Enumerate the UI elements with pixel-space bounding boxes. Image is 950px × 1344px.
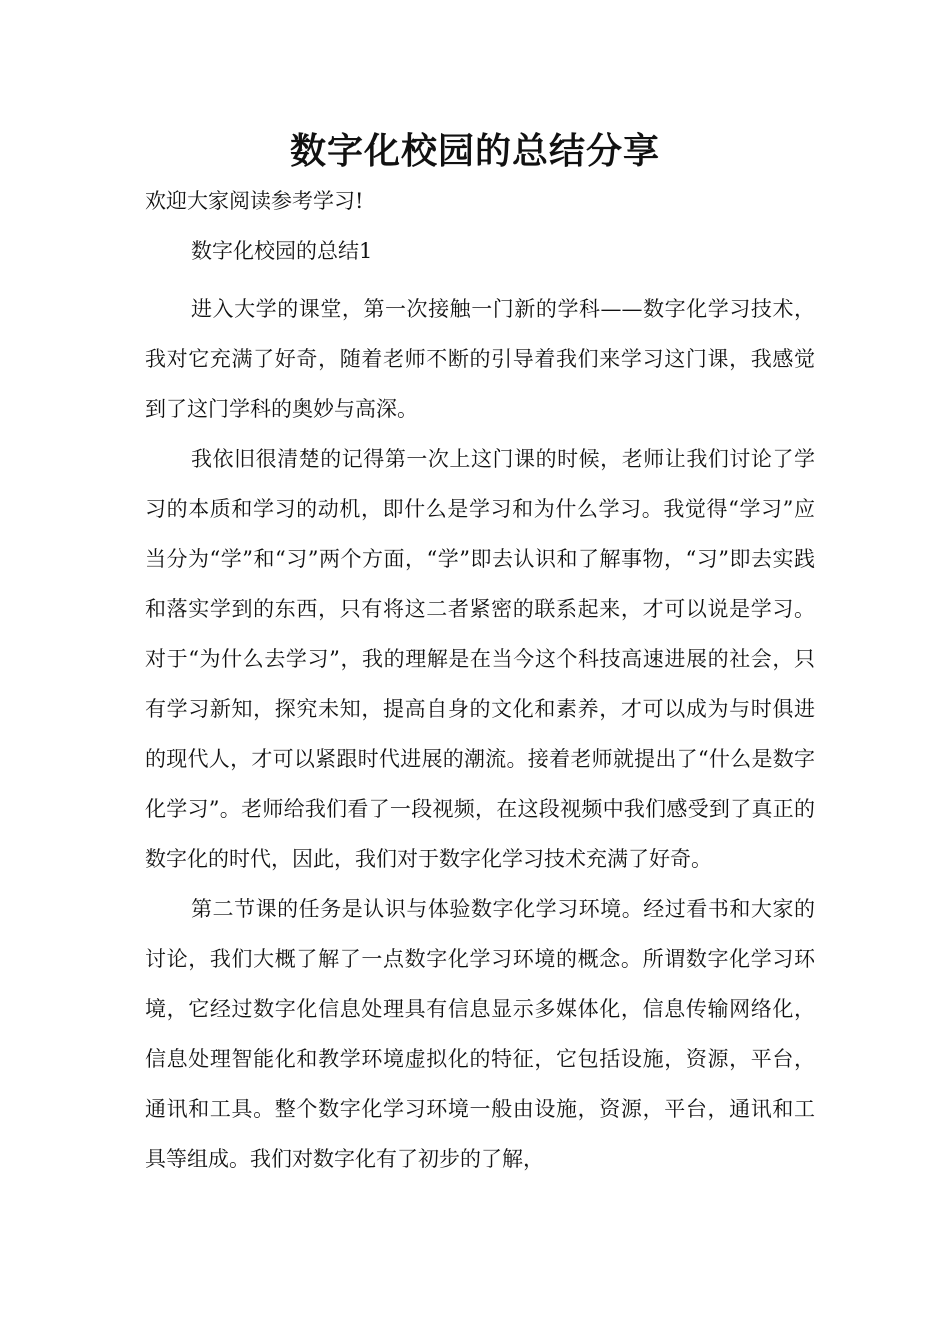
intro-line: 欢迎大家阅读参考学习! (145, 189, 364, 213)
document-title: 数字化校园的总结分享 (289, 131, 660, 172)
paragraph-2: 我依旧很清楚的记得第一次上这门课的时候，老师让我们讨论了学习的本质和学习的动机，即什么是学习和为什么学习。我觉得“学习”应当分为“学”和“习”两个方面，“学”即去认识和了解事物，“习”即去实践和落实学到的东西，只有将这二者紧密的联系起来，才可以说是学习。对于“为什么去学习”，我的理解是在当今这个科技高速进展的社会，只有学习新知，探究未知，提高自身的文化和素养，才可以成为与时俱进的现代人，才可以紧跟时代进展的潮流。接着老师就提出了“什么是数字化学习”。老师给我们看了一段视频，在这段视频中我们感受到了真正的数字化的时代，因此，我们对于数字化学习技术充满了好奇。 (145, 447, 815, 871)
paragraph-1: 进入大学的课堂，第一次接触一门新的学科——数字化学习技术，我对它充满了好奇，随着老师不断的引导着我们来学习这门课，我感觉到了这门学科的奥妙与高深。 (145, 297, 815, 421)
paragraph-3: 第二节课的任务是认识与体验数字化学习环境。经过看书和大家的讨论，我们大概了解了一点数字化学习环境的概念。所谓数字化学习环境，它经过数字化信息处理具有信息显示多媒体化，信息传输网络化，信息处理智能化和教学环境虚拟化的特征，它包括设施，资源，平台，通讯和工具。整个数字化学习环境一般由设施，资源，平台，通讯和工具等组成。我们对数字化有了初步的了解， (145, 897, 815, 1171)
section-heading: 数字化校园的总结1 (191, 239, 373, 263)
body-text (145, 284, 815, 1184)
